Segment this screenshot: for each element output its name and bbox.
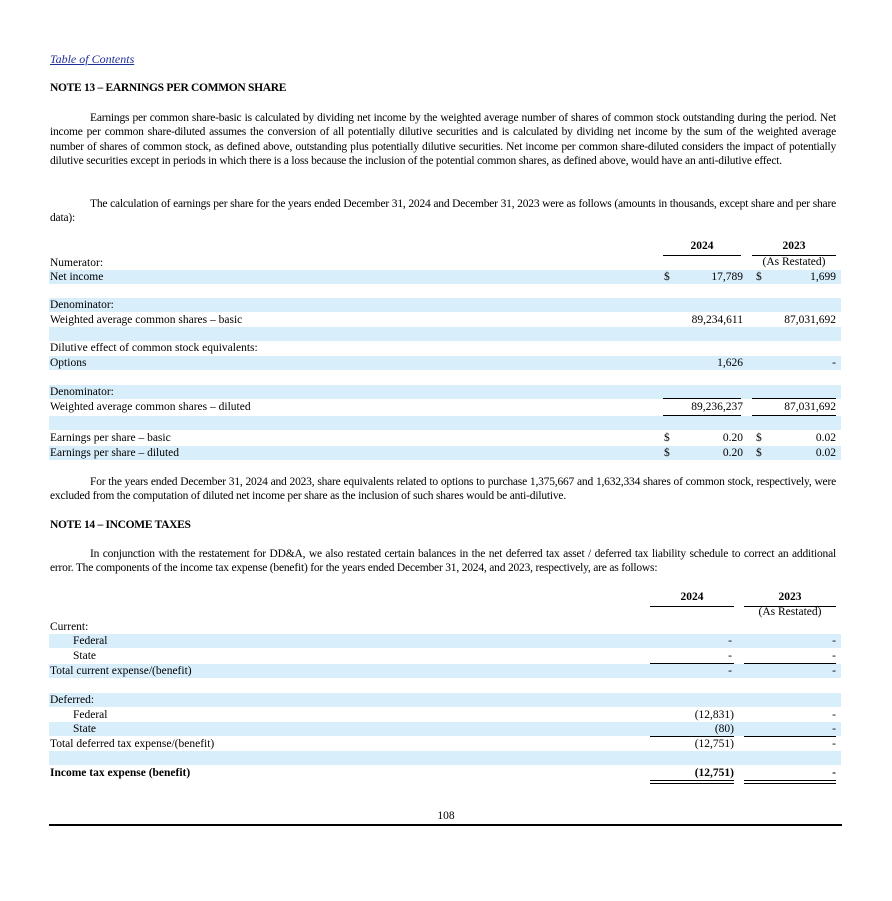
table-row xyxy=(0,341,892,355)
table-row xyxy=(0,431,892,445)
tax-col-2023: 2023 xyxy=(778,591,802,603)
value-2024: - xyxy=(728,650,732,662)
page-number: 108 xyxy=(437,810,455,822)
note13-paragraph-1-text: Earnings per common share-basic is calculated by dividing net income by the weighted average number of shares of common stock outstanding during the period. Net income per common share-diluted assumes the conversion of all potentially dilutive securities and is calculated by dividing net income by the sum of the weighted average number of shares of common stock, as defined above, outstanding plus potentially dilutive securities. Net income per common share-diluted considers the impact of potentially dilutive securities except in periods in which there is a loss because the inclusion of the potential common shares, as defined above, would have an anti-dilutive effect. xyxy=(50,112,836,168)
table-row xyxy=(0,664,892,678)
row-shading xyxy=(49,751,841,765)
table-row xyxy=(0,400,892,414)
table-row xyxy=(0,693,892,707)
value-2024: - xyxy=(728,665,732,677)
value-2024: 1,626 xyxy=(717,357,743,369)
value-2023: 87,031,692 xyxy=(784,314,836,326)
note13-paragraph-2 xyxy=(50,197,836,226)
footer-rule xyxy=(49,824,842,826)
value-2024: 0.20 xyxy=(722,432,743,444)
note14-title: NOTE 14 – INCOME TAXES xyxy=(50,519,191,531)
table-of-contents-link[interactable]: Table of Contents xyxy=(50,52,135,66)
row-label: Denominator: xyxy=(50,299,114,311)
value-2024: (12,751) xyxy=(694,738,734,750)
dollar-sign: $ xyxy=(756,432,762,444)
grand-total-rule xyxy=(744,780,836,784)
tax-col-2023-sub: (As Restated) xyxy=(758,606,822,618)
value-2023: - xyxy=(832,635,836,647)
row-shading xyxy=(49,416,841,430)
value-2024: 89,236,237 xyxy=(691,401,743,413)
row-label: Federal xyxy=(73,635,108,647)
dollar-sign: $ xyxy=(664,271,670,283)
value-2024: 17,789 xyxy=(711,271,743,283)
row-label: Options xyxy=(50,357,87,369)
table-row xyxy=(0,634,892,648)
note14-paragraph-1-text: In conjunction with the restatement for DD&A, we also restated certain balances in the net deferred tax asset / deferred tax liability schedule to correct an additional error. The components of the income tax expense (benefit) for the years ended December 31, 2024, and 2023, respectively, are as follows: xyxy=(50,548,836,575)
row-label: Deferred: xyxy=(50,694,95,706)
value-2023: 0.02 xyxy=(815,447,836,459)
tax-col-2024: 2024 xyxy=(680,591,704,603)
note13-title: NOTE 13 – EARNINGS PER COMMON SHARE xyxy=(50,82,287,94)
table-row xyxy=(0,708,892,722)
row-label: Income tax expense (benefit) xyxy=(50,767,191,779)
eps-col-2023: 2023 xyxy=(782,240,806,252)
eps-col-2024: 2024 xyxy=(690,240,714,252)
value-2024: - xyxy=(728,635,732,647)
subtotal-rule xyxy=(752,398,836,399)
table-row xyxy=(0,766,892,780)
value-2024: (12,831) xyxy=(694,709,734,721)
row-label: Total deferred tax expense/(benefit) xyxy=(50,738,215,750)
row-label: Current: xyxy=(50,621,89,633)
value-2023: - xyxy=(832,709,836,721)
value-2023: 1,699 xyxy=(810,271,836,283)
table-row xyxy=(0,270,892,284)
row-label: State xyxy=(73,650,96,662)
tax-col-2024-rule xyxy=(650,606,734,607)
value-2023: - xyxy=(832,357,836,369)
table-row xyxy=(0,313,892,327)
dollar-sign: $ xyxy=(756,271,762,283)
grand-total-rule xyxy=(650,780,734,784)
table-row xyxy=(0,446,892,460)
dollar-sign: $ xyxy=(756,447,762,459)
table-row xyxy=(0,385,892,399)
row-label: Dilutive effect of common stock equivalents: xyxy=(50,342,258,354)
note14-paragraph-1 xyxy=(50,547,836,576)
row-label: Net income xyxy=(50,271,104,283)
value-2023: 0.02 xyxy=(815,432,836,444)
dollar-sign: $ xyxy=(664,447,670,459)
table-row xyxy=(0,356,892,370)
value-2024: (80) xyxy=(714,723,734,735)
row-label: State xyxy=(73,723,96,735)
row-label: Total current expense/(benefit) xyxy=(50,665,192,677)
note13-paragraph-3-text: For the years ended December 31, 2024 and 2023, share equivalents related to options to purchase 1,375,667 and 1,632,334 shares of common stock, respectively, were excluded from the computation of diluted net income per share as the inclusion of such shares would be anti-dilutive. xyxy=(50,476,836,503)
row-label: Weighted average common shares – diluted xyxy=(50,401,251,413)
table-row xyxy=(0,649,892,663)
value-2023: - xyxy=(832,738,836,750)
value-2024: 0.20 xyxy=(722,447,743,459)
table-row xyxy=(0,737,892,751)
table-row xyxy=(0,620,892,634)
row-label: Earnings per share – diluted xyxy=(50,447,180,459)
value-2023: - xyxy=(832,767,836,779)
value-2023: - xyxy=(832,665,836,677)
row-shading xyxy=(49,327,841,341)
note13-paragraph-3 xyxy=(50,475,836,504)
subtotal-rule xyxy=(663,398,741,399)
dollar-sign: $ xyxy=(664,432,670,444)
table-row xyxy=(0,298,892,312)
table-row xyxy=(0,256,892,270)
row-label: Denominator: xyxy=(50,386,114,398)
row-label: Federal xyxy=(73,709,108,721)
table-row xyxy=(0,722,892,736)
value-2023: - xyxy=(832,723,836,735)
value-2024: 89,234,611 xyxy=(691,314,743,326)
value-2023: 87,031,692 xyxy=(784,401,836,413)
note13-paragraph-2-text: The calculation of earnings per share for the years ended December 31, 2024 and December 31, 2023 were as follows (amounts in thousands, except share and per share data): xyxy=(50,198,836,225)
value-2023: - xyxy=(832,650,836,662)
note13-paragraph-1 xyxy=(50,111,836,169)
row-label: Earnings per share – basic xyxy=(50,432,171,444)
row-label: Weighted average common shares – basic xyxy=(50,314,243,326)
row-label: Numerator: xyxy=(50,257,104,269)
value-2024: (12,751) xyxy=(694,767,734,779)
eps-col-2023-sub: (As Restated) xyxy=(762,256,826,268)
